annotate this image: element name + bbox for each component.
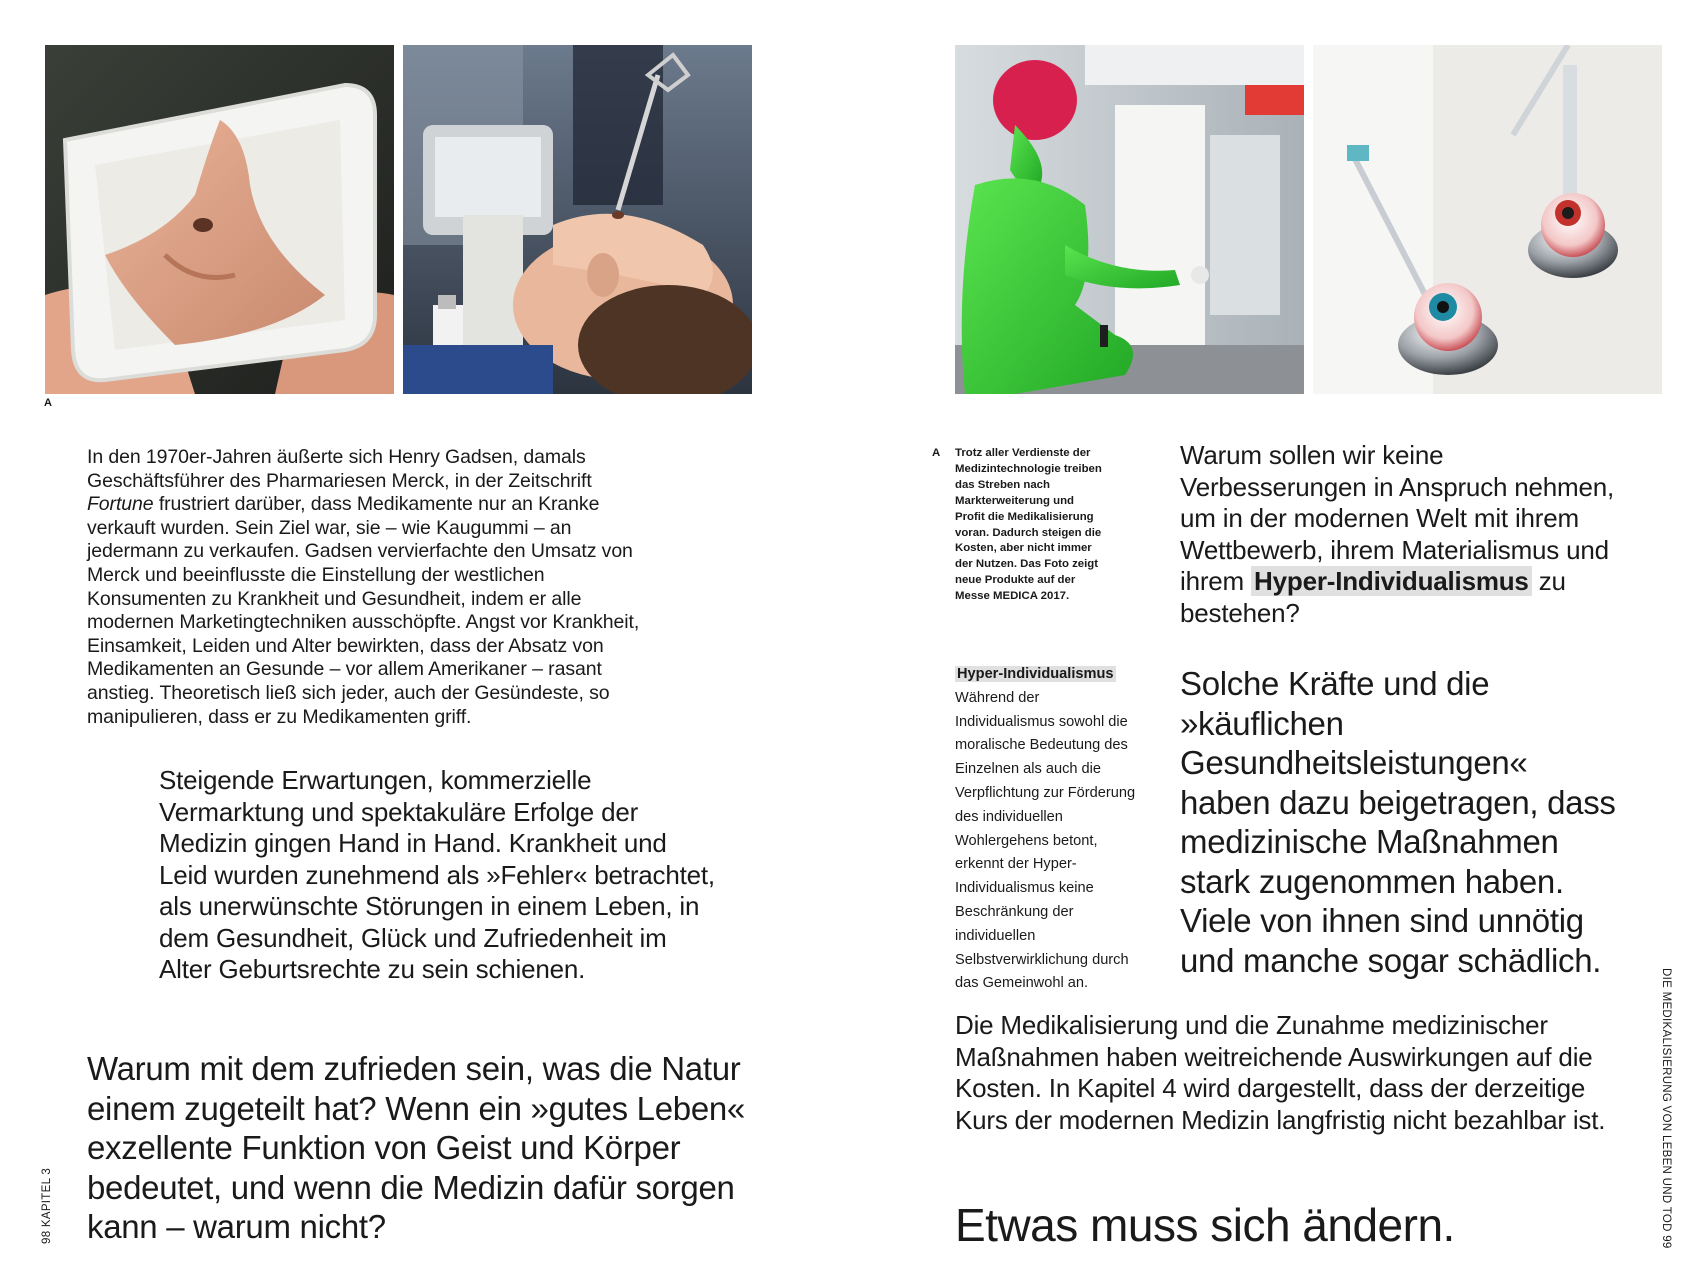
folio-right: DIE MEDIKALISIERUNG VON LEBEN UND TOD 99 [1660,968,1672,1249]
question-text-end: zu bestehen? [1180,566,1566,628]
glossary-box [955,663,1140,996]
magazine-title: Fortune [87,493,154,516]
glossary-term: Hyper-Individualismus [957,666,1114,682]
photo-caption: Trotz aller Verdienste der Medizintechnologie treiben das Streben nach Markterweiterung und Profit die Medikalisierung voran. Dadurch steigen die Kosten, aber nicht immer der Nutzen. Das Foto zeigt neue Produkte auf der Messe MEDICA 2017. [955,447,1102,603]
costs-paragraph: Die Medikalisierung und die Zunahme medizinischer Maßnahmen haben weitreichende Auswirkungen auf die Kosten. In Kapitel 4 wird dargestellt, dass der derzeitige Kurs der modernen Medizin langfristig nicht bezahlbar ist. [955,1010,1606,1135]
hyper-individualism-highlight: Hyper-Individualismus [1251,566,1532,596]
nature-question-paragraph: Warum mit dem zufrieden sein, was die Natur einem zugeteilt hat? Wenn ein »gutes Leben« exzellente Funktion von Geist und Körper bedeutet, und wenn die Medizin dafür sorgen kann – warum nicht? [87,1050,745,1245]
figure-marker: A [44,397,52,409]
photo-eyeball-models [1313,45,1662,394]
question-text-start: Warum sollen wir keine Verbesserungen in Anspruch nehmen, um in der modernen Welt mit ihrem Wettbewerb, ihrem Materialismus und ihrem [1180,440,1615,596]
forces-paragraph: Solche Kräfte und die »käuflichen Gesundheitsleistungen« haben dazu beigetragen, dass medizinische Maßnahmen stark zugenommen haben. Viele von ihnen sind unnötig und manche sogar schädlich. [1180,665,1616,979]
intro-paragraph [87,446,647,729]
expectations-paragraph: Steigende Erwartungen, kommerzielle Vermarktung und spektakuläre Erfolge der Medizin gingen Hand in Hand. Krankheit und Leid wurden zunehmend als »Fehler« betrachtet, als unerwünschte Störungen in einem Leben, in dem Gesundheit, Glück und Zufriedenheit im Alter Geburtsrechte zu sein schienen. [159,765,715,984]
glossary-definition: Während der Individualismus sowohl die moralische Bedeutung des Einzelnen als auch die Verpflichtung zur Förderung des individuellen Wohlergehens betont, erkennt der Hyper-Individualismus keine Beschränkung der individuellen Selbstverwirklichung durch das Gemeinwohl an. [955,689,1136,992]
photo-green-mannequin [955,45,1304,394]
improvement-question [1180,440,1620,629]
closing-statement: Etwas muss sich ändern. [955,1199,1455,1251]
intro-text-end: frustriert darüber, dass Medikamente nur an Kranke verkauft wurden. Sein Ziel war, sie – wie Kaugummi – an jedermann zu verkaufen. Gadsen vervierfachte den Umsatz von Merck und beeinflusste die Einstellung der westlichen Konsumenten zu Krankheit und Gesundheit, indem er alle modernen Marketingtechniken ausschöpfte. Angst vor Krankheit, Einsamkeit, Leiden und Alter bewirkten, dass der Absatz von Medikamenten an Gesunde – vor allem Amerikaner – rasant anstieg. Theoretisch ließ sich jeder, auch der Gesündeste, so manipulieren, dass er zu Medikamenten griff. [87,493,640,728]
folio-left: 98 KAPITEL 3 [41,1167,53,1244]
intro-text-start: In den 1970er-Jahren äußerte sich Henry Gadsen, damals Geschäftsführer des Pharmariesen Merck, in der Zeitschrift [87,446,592,492]
caption-marker: A [932,447,941,459]
photo-intubation-mannequin [403,45,752,394]
photo-prosthetic-ear [45,45,394,394]
